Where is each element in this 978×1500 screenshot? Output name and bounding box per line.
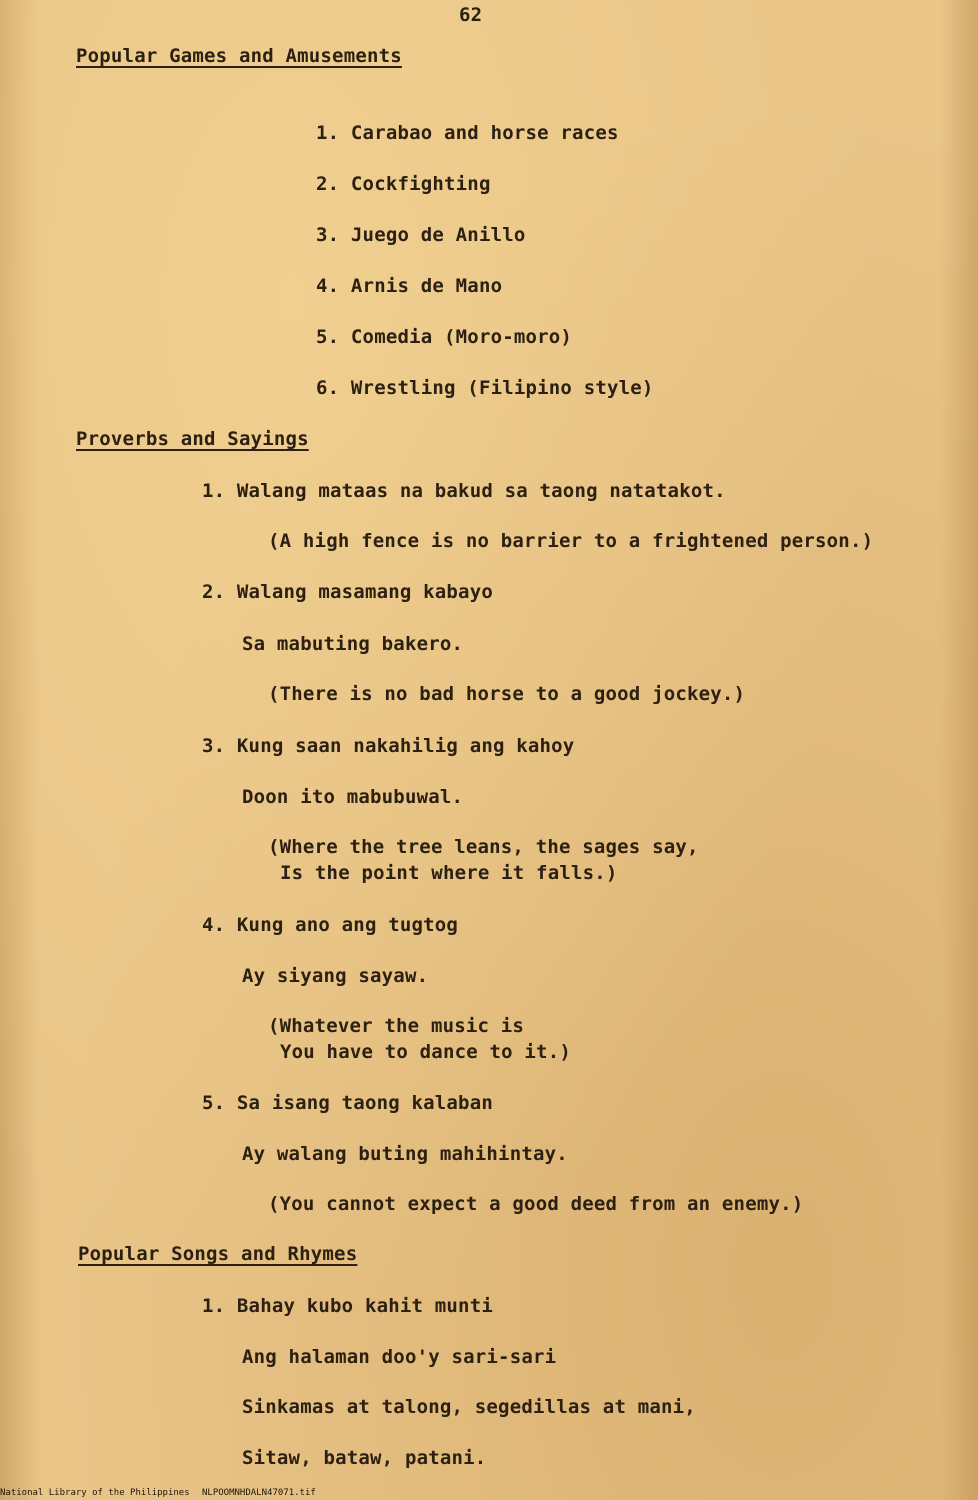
games-heading: Popular Games and Amusements <box>76 45 402 67</box>
games-item: 5. Comedia (Moro-moro) <box>316 326 573 348</box>
song-line: Ang halaman doo'y sari-sari <box>242 1346 557 1368</box>
proverb-line: Ay siyang sayaw. <box>242 965 429 987</box>
proverb-line: Ay walang buting mahihintay. <box>242 1143 568 1165</box>
proverb-translation: (Whatever the music is <box>268 1015 525 1037</box>
proverb-line: Doon ito mabubuwal. <box>242 786 464 808</box>
proverb-translation: (A high fence is no barrier to a frightened person.) <box>268 530 874 552</box>
songs-heading: Popular Songs and Rhymes <box>78 1243 358 1265</box>
page-number: 62 <box>459 4 483 26</box>
games-item: 1. Carabao and horse races <box>316 122 619 144</box>
proverbs-heading: Proverbs and Sayings <box>76 428 309 450</box>
proverb-line: 1. Walang mataas na bakud sa taong natatakot. <box>202 480 726 502</box>
proverb-translation: (There is no bad horse to a good jockey.) <box>268 683 746 705</box>
footer-library: National Library of the Philippines <box>0 1488 190 1498</box>
proverb-translation: (Where the tree leans, the sages say, <box>268 836 699 858</box>
games-item: 4. Arnis de Mano <box>316 275 503 297</box>
proverb-line: 4. Kung ano ang tugtog <box>202 914 459 936</box>
games-item: 6. Wrestling (Filipino style) <box>316 377 654 399</box>
proverb-line: 3. Kung saan nakahilig ang kahoy <box>202 735 575 757</box>
proverb-translation: Is the point where it falls.) <box>280 862 618 884</box>
proverb-line: 5. Sa isang taong kalaban <box>202 1092 493 1114</box>
song-line: Sinkamas at talong, segedillas at mani, <box>242 1396 696 1418</box>
games-item: 3. Juego de Anillo <box>316 224 526 246</box>
proverb-line: Sa mabuting bakero. <box>242 633 464 655</box>
song-line: Sitaw, bataw, patani. <box>242 1447 487 1469</box>
proverb-translation: (You cannot expect a good deed from an enemy.) <box>268 1193 804 1215</box>
song-line: 1. Bahay kubo kahit munti <box>202 1295 493 1317</box>
games-item: 2. Cockfighting <box>316 173 491 195</box>
footer-file-id: NLPOOMNHDALN47071.tif <box>202 1488 316 1498</box>
proverb-translation: You have to dance to it.) <box>280 1041 571 1063</box>
proverb-line: 2. Walang masamang kabayo <box>202 581 493 603</box>
